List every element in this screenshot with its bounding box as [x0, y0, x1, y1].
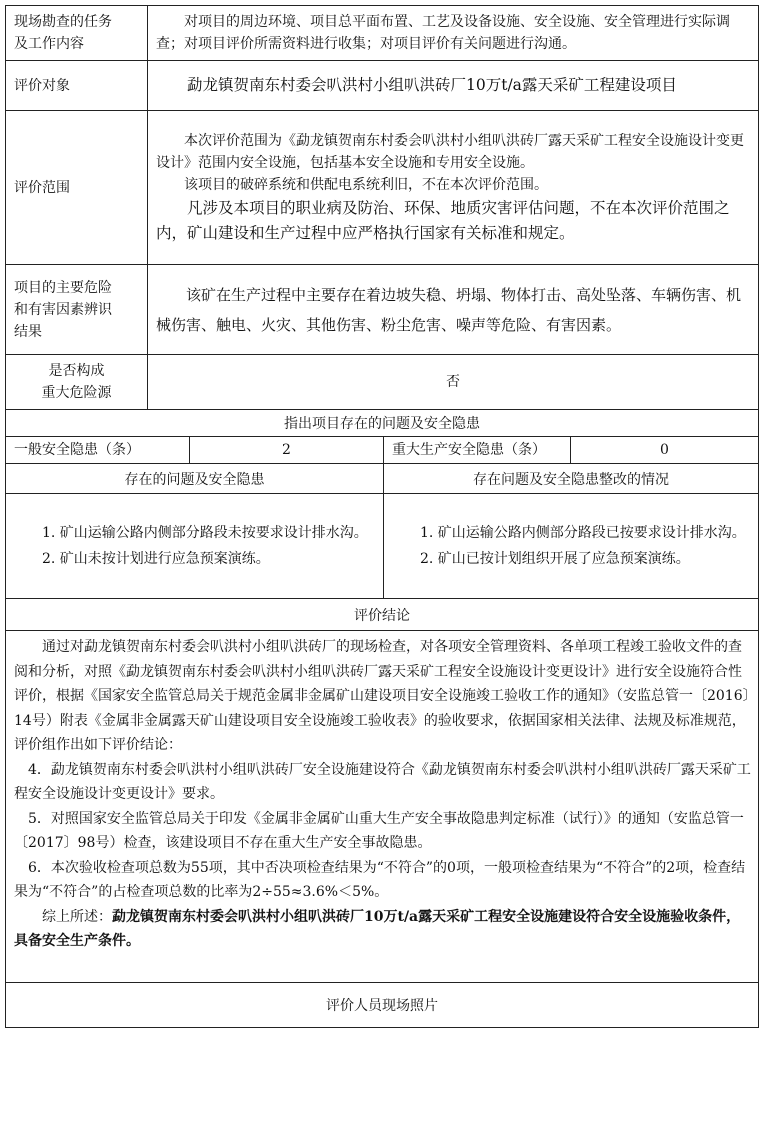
problems-cell	[6, 494, 384, 599]
object-content: 勐龙镇贺南东村委会叭洪村小组叭洪砖厂10万t/a露天采矿工程建设项目	[187, 76, 677, 94]
hazards-row	[6, 265, 759, 355]
issues-header-row	[6, 410, 759, 437]
issues-columns-row	[6, 464, 759, 494]
hazards-content: 该矿在生产过程中主要存在着边坡失稳、坍塌、物体打击、高处坠落、车辆伤害、机械伤害、触电、火灾、其他伤害、粉尘危害、噪声等危险、有害因素。	[156, 285, 742, 334]
hazards-content-cell	[148, 265, 759, 355]
evaluation-table	[5, 5, 759, 1028]
object-label: 评价对象	[6, 61, 148, 111]
general-hazard-label: 一般安全隐患（条）	[6, 437, 190, 464]
conclusion-cell	[6, 631, 759, 983]
task-content: 对项目的周边环境、项目总平面布置、工艺及设备设施、安全设施、安全管理进行实际调查；对项目评价所需资料进行收集；对项目评价有关问题进行沟通。	[156, 14, 730, 52]
task-label-line1: 现场勘查的任务	[14, 14, 112, 30]
fixes-cell	[384, 494, 759, 599]
general-hazard-count: 2	[190, 437, 384, 464]
problem-item: 2. 矿山未按计划进行应急预案演练。	[42, 551, 270, 567]
major-production-hazard-label: 重大生产安全隐患（条）	[384, 437, 571, 464]
object-content-cell	[148, 61, 759, 111]
photos-header-row	[6, 983, 759, 1028]
fixes-column-header: 存在问题及安全隐患整改的情况	[384, 464, 759, 494]
photos-header: 评价人员现场照片	[6, 983, 759, 1028]
object-row	[6, 61, 759, 111]
fix-item: 2. 矿山已按计划组织开展了应急预案演练。	[420, 551, 690, 567]
major-hazard-value: 否	[148, 355, 759, 410]
major-hazard-row	[6, 355, 759, 410]
problem-item: 1. 矿山运输公路内侧部分路段未按要求设计排水沟。	[42, 525, 368, 541]
scope-content-cell	[148, 111, 759, 265]
conclusion-summary-prefix: 综上所述：	[42, 908, 112, 925]
issues-detail-row	[6, 494, 759, 599]
major-hazard-label-line2: 重大危险源	[41, 385, 112, 401]
conclusion-summary-bold: 勐龙镇贺南东村委会叭洪村小组叭洪砖厂10万t/a露天采矿工程安全设施建设符合安全设施验收条件，具备安全生产条件。	[14, 908, 741, 949]
issues-count-row	[6, 437, 759, 464]
fix-item: 1. 矿山运输公路内侧部分路段已按要求设计排水沟。	[420, 525, 746, 541]
report-page	[5, 5, 758, 1028]
conclusion-item-4: 4．勐龙镇贺南东村委会叭洪村小组叭洪砖厂安全设施建设符合《勐龙镇贺南东村委会叭洪村小组叭洪砖厂露天采矿工程安全设施设计变更设计》要求。	[14, 761, 751, 802]
task-content-cell	[148, 6, 759, 61]
conclusion-item-5: 5．对照国家安全监管总局关于印发《金属非金属矿山重大生产安全事故隐患判定标准（试行）》的通知（安监总管一〔2017〕98号）检查，该建设项目不存在重大生产安全事故隐患。	[14, 810, 744, 851]
task-label-line2: 及工作内容	[14, 36, 84, 52]
scope-paragraph-1: 本次评价范围为《勐龙镇贺南东村委会叭洪村小组叭洪砖厂露天采矿工程安全设施设计变更设计》范围内安全设施，包括基本安全设施和专用安全设施。	[156, 132, 744, 171]
scope-paragraph-2: 该项目的破碎系统和供配电系统利旧，不在本次评价范围。	[184, 176, 548, 193]
problems-column-header: 存在的问题及安全隐患	[6, 464, 384, 494]
hazards-label-line3: 结果	[14, 323, 42, 340]
conclusion-summary	[14, 905, 754, 954]
scope-row	[6, 111, 759, 265]
conclusion-header: 评价结论	[6, 599, 759, 631]
task-label	[6, 6, 148, 61]
major-hazard-label-line1: 是否构成	[48, 363, 105, 379]
hazards-label	[6, 265, 148, 355]
conclusion-item-6: 6．本次验收检查项总数为55项，其中否决项检查结果为“不符合”的0项，一般项检查结果为“不符合”的2项，检查结果为“不符合”的占检查项总数的比率为2÷55≈3.6%＜5%。	[14, 859, 746, 900]
task-row	[6, 6, 759, 61]
issues-header: 指出项目存在的问题及安全隐患	[6, 410, 759, 437]
scope-paragraph-3: 凡涉及本项目的职业病及防治、环保、地质灾害评估问题，不在本次评价范围之内，矿山建设和生产过程中应严格执行国家有关标准和规定。	[156, 198, 730, 242]
conclusion-intro: 通过对勐龙镇贺南东村委会叭洪村小组叭洪砖厂的现场检查，对各项安全管理资料、各单项工程竣工验收文件的查阅和分析，对照《勐龙镇贺南东村委会叭洪村小组叭洪砖厂露天采矿工程安全设施设计变更设计》进行安全设施符合性评价，根据《国家安全监管总局关于规范金属非金属矿山建设项目安全设施竣工验收工作的通知》（安监总管一〔2016〕14号）附表《金属非金属露天矿山建设项目安全设施竣工验收表》的验收要求，依据国家相关法律、法规及标准规范，评价组作出如下评价结论：	[14, 639, 750, 753]
major-hazard-label	[6, 355, 148, 410]
conclusion-header-row	[6, 599, 759, 631]
hazards-label-line2: 和有害因素辨识	[14, 301, 112, 318]
hazards-label-line1: 项目的主要危险	[14, 279, 112, 296]
major-production-hazard-count: 0	[571, 437, 759, 464]
conclusion-body-row	[6, 631, 759, 983]
scope-label: 评价范围	[6, 111, 148, 265]
